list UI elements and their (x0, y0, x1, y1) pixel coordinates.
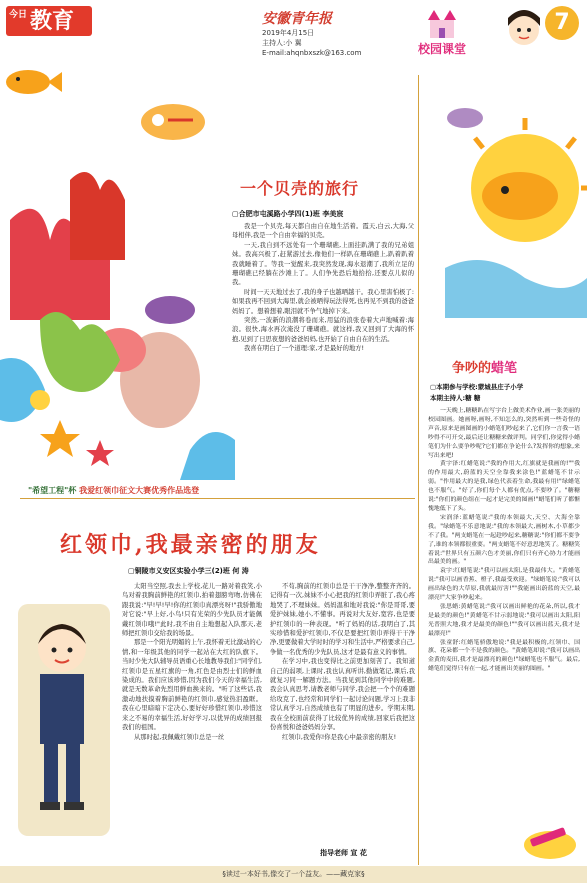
logo-small-text: 今日 (8, 10, 27, 20)
article2-paragraph: 在学习中,我也变得比之前更加刻苦了。我知道自己的弱项,上课时,我也认真听讲,勤做笔记,课后,我就复习同一解题方法。当我见到其他同学中的难题,我会认真思考,请教老师与同学,我会把一个个的难题给攻克了,也经常和同学们一起讨论问题,学习上我非常认真学习,自然成绩也有了明显的进步。学期末期,我在全校面前获得了比较优异的成绩,回家后我把这份喜悦和爸爸妈妈分享。 (270, 658, 415, 732)
article1-paragraph: 一天,我自到不远处有一个珊瑚礁,上面挂趴满了我的兄弟姐妹。我高兴极了,赶紧游过去,像他们一样趴在珊瑚礁上,趴着趴着我就睡着了。等我一觉醒来,我突然发现,海水退潮了,我所立足的珊瑚礁已经躺在沙滩上了。人们争先恐后地拾拾,还要点儿似的我。 (232, 241, 414, 287)
page-number: 7 (545, 6, 579, 40)
issue-date: 2019年4月15日 (262, 29, 315, 37)
header-meta (262, 28, 361, 58)
article2-column-2 (270, 582, 415, 742)
writing-badge (138, 100, 208, 144)
castle-illustration (424, 8, 460, 40)
article3-byline-host: 本期主持人:糖 糖 (430, 394, 481, 402)
logo-big-text: 教育 (30, 8, 75, 34)
sun-fish-illustration (425, 78, 587, 318)
article2-paragraph: 那是一个阳光明媚的上午,我怀着无比激动的心情,和一年级其他的同学一起站在大红的队旗下。当时少先大队辅导员语重心长地教导我们:"同学们,红领巾是五星红旗的一角,红色是由烈士们的鲜血染成的。我们应该珍惜,因为我们今天的幸福生活,就是无数革命先烈用鲜血换来的。"听了这些话,我激动地扶摸着胸前鲜艳的红领巾,感觉热泪盈眶。我在心里暗暗下定决心,要好好珍惜红领巾,珍惜这来之不易的幸福生活,好好学习,以优异的成绩回报我们的祖国。 (122, 639, 262, 732)
article1-paragraph: 时间一天天地过去了,我的身子也越晒越干。我心里害怕极了:如果我再不回到大海里,就会被晒得玩法得死,也再见不到我的爸爸妈妈了。想着想着,眼泪就不争气地掉下来。 (232, 288, 414, 315)
article1-body (232, 222, 414, 354)
contest-banner (28, 485, 199, 496)
article3-title-b: 蜡笔 (491, 361, 518, 376)
article2-paragraph: 红领巾,我爱你!你是我心中最亲密的朋友! (282, 733, 397, 741)
article3-title (452, 357, 517, 376)
editor: 主持人:小 翼 (262, 39, 302, 47)
article3-paragraph: 黄宇泽:红蜡笔说:"我的作用大,红旗就是我画的!""我的作用最大,蔚蓝的天空全靠我来涂色!"蓝蜡笔不甘示弱。"作用最大的是我,绿色代表着生命,我最有用!"绿蜡笔也不服气。"好了,你们每个人都有优点,不要吵了。"糖糖说:"你们的颜色组在一起才是完美的图画!"蜡笔们听了都惭愧地低下了头。 (428, 461, 580, 512)
article1-paragraph: 我喜在明白了一个道理:家,才是最好的地方! (244, 345, 364, 353)
article3-paragraph: 张思蜡:黄蜡笔说:"我可以画出鲜艳的花朵,所以,我才是最美的颜色!"黄蜡笔不甘示弱地说:"我可以画出太阳,阳光普照大地,我才是最美的颜色!""我可以画出蓝天,我才是最漂亮!" (428, 603, 580, 637)
banner-divider (20, 498, 415, 499)
article1-title: 一个贝壳的旅行 (240, 179, 360, 198)
article3-paragraph: 张童舒:红蜡笔骄傲地说:"我是最积极的,红领巾、国旗、花朵都一个不是我的颜色。"黄蜡笔却说:"我可以画出金黄的麦田,我才是最漂亮的颜色!"绿蜡笔也不服气。最后,蜡笔们觉得只有在一起,才能画出美丽的图画。" (428, 639, 580, 673)
crayon-illustration (520, 815, 580, 861)
article2-paragraph: 从那时起,我佩戴红领巾总是一丝 (134, 733, 225, 741)
girl-illustration (500, 4, 548, 52)
article2-column-1 (122, 582, 262, 742)
article3-paragraph: 宋润泽:蓝蜡笔说:"我的本领最大,天空、大海全靠我。"绿蜡笔不乐意地说:"我的本领最大,画树木,小草都少不了我。"两支蜡笔在一起趁吵起来,糖糖说:"你们都不要争了,谁的本领都很重要。"两支蜡笔不好意思地笑了。糖糖笑着说:"世界只有五颜六色才美丽,你们只有齐心协力才能画出最美的画。" (428, 514, 580, 566)
section-logo (6, 6, 92, 36)
article3-body (428, 407, 580, 674)
column-divider (418, 75, 419, 865)
article1-byline: ▢合肥市屯溪路小学四(1)班 李美宸 (232, 210, 344, 218)
article1-paragraph: 突然,一波新的浪潮将卷而来,用猛的浪张卷着大声地喊着:海浪。很快,海水再次淹没了珊瑚礁。就这样,我又回到了大海的怀抱,见到了日思夜想的爸爸妈妈,也开始了自由自在的生活。 (232, 317, 414, 343)
article2-paragraph: 不苟,胸前的红领巾总是干干净净,整整齐齐的。记得有一次,妹妹不小心把我的红领巾弄脏了,我心疼地哭了,不理妹妹。妈妈温和地对我说:"你是哥哥,要爱护妹妹,她小,不懂事。再说对大友好,宽容,也是要护红领巾的一种表现。"听了妈妈的话,我明白了,其实珍惜和爱护红领巾,不仅是要把红领巾弄得干干净净,更要做着大学时时的学习和生活中,严格要求自己,争做一名优秀的少先队员,这才是最有意义的事情。 (270, 583, 415, 656)
student-illustration (10, 600, 115, 840)
article2-byline: ▢铜陵市义安区实验小学三(2)班 何 涛 (128, 567, 249, 575)
footer-quote: §读过一本好书,像交了一个益友。——藏克家§ (0, 866, 587, 883)
article3-title-a: 争吵的 (452, 361, 492, 376)
teacher-credit: 指导老师 宣 花 (320, 849, 367, 857)
article3-byline-school: ▢本期参与学校:蒙城县庄子小学 (430, 383, 524, 391)
section-title: 校园课堂 (418, 42, 467, 56)
article1-paragraph: 我是一个贝壳,每天都自由自在地生活着。霞天,白云,大海,父母相伴,我是一个自由幸福的贝壳。 (232, 223, 414, 240)
article3-paragraph: 一天晚上,糖糖趴在写字台上做美术作业,画一张美丽的校园图画。她画呀,画呀,不知怎么的,突然听到一些奇怪的声音,原来是画图画的小蜡笔们吵起来了,它们你一言我一语吵得不可开交,最后还让糖糖来做评判。同学们,你觉得小蜡笔们为什么要争吵呢?它们都在争论什么?发挥你的想象,来写出来吧! (428, 408, 580, 459)
paper-name: 安徽青年报 (262, 11, 332, 27)
article2-title: 红领巾,我最亲密的朋友 (60, 532, 321, 558)
banner-right: 我爱红领巾征文大赛优秀作品选登 (79, 486, 200, 495)
email: E-mail:ahqnbxszk@163.com (262, 49, 362, 57)
banner-left: "希望工程"杯 (28, 486, 77, 495)
article3-paragraph: 袁宇:红蜡笔说:"我可以画太阳,是我最伟大。"黄蜡笔说:"我可以画香蕉、橙子,我最受欢迎。"绿蜡笔说:"我可以画出绿色的大草原,我就最厉害!""我能画出蔚蓝的天空,最漂亮!"大家争吵起来。 (428, 568, 580, 602)
article2-paragraph: 太阳当空照,我去上学校,花儿一路对着我笑,小鸟对着我胸前鲜艳的红领巾,拍着翅膀弯吻,仿佛在跟我说:"早!早!早!你的红领巾真漂亮呀!"我骄傲地对它说:"早上好,小鸟!只有光荣的少先队员才能佩戴红领巾哦!"此时,我不由自主地想起入队那天,老师把红领巾交给我的场景。 (122, 583, 262, 638)
